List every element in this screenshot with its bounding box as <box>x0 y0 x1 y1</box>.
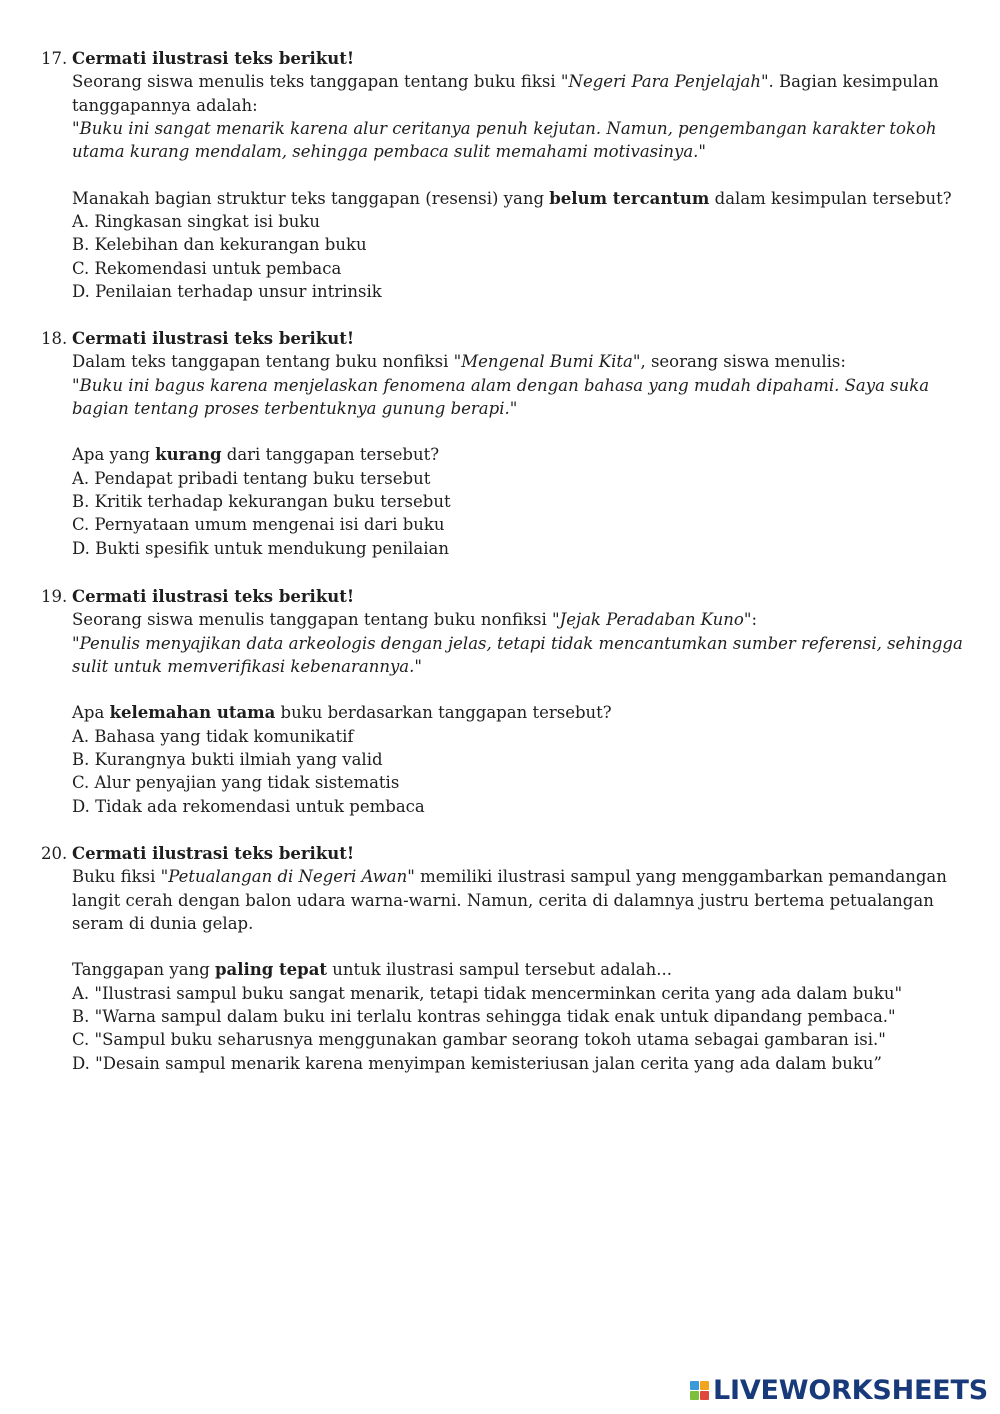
quoted-response: "Buku ini bagus karena menjelaskan fenomena alam dengan bahasa yang mudah dipahami. Saya suka bagian tentang proses terbentuknya gunung berapi." <box>72 375 930 418</box>
question-intro: Seorang siswa menulis tanggapan tentang buku nonfiksi "Jejak Peradaban Kuno": <box>72 610 757 630</box>
answer-option-b[interactable]: B. Kritik terhadap kekurangan buku tersebut <box>72 492 451 512</box>
question-20 <box>41 842 986 1075</box>
book-title: "Mengenal Bumi Kita" <box>453 352 641 372</box>
question-intro: Seorang siswa menulis teks tanggapan tentang buku fiksi "Negeri Para Penjelajah". Bagian kesimpulan tanggapannya adalah: <box>72 72 939 115</box>
answer-option-a[interactable]: A. Pendapat pribadi tentang buku tersebut <box>72 468 431 488</box>
quoted-response: "Buku ini sangat menarik karena alur ceritanya penuh kejutan. Namun, pengembangan karakter tokoh utama kurang mendalam, sehingga pembaca sulit memahami motivasinya." <box>72 118 937 162</box>
answer-option-a[interactable]: A. "Ilustrasi sampul buku sangat menarik, tetapi tidak mencerminkan cerita yang ada dalam buku" <box>72 983 903 1003</box>
logo-text: LIVEWORKSHEETS <box>712 1374 988 1406</box>
question-prompt: Apa kelemahan utama buku berdasarkan tanggapan tersebut? <box>72 703 612 723</box>
question-intro: Buku fiksi "Petualangan di Negeri Awan" memiliki ilustrasi sampul yang menggambarkan pemandangan langit cerah dengan balon udara warna-warni. Namun, cerita di dalamnya justru bertema petualangan seram di dunia gelap. <box>72 867 947 933</box>
answer-option-c[interactable]: C. Rekomendasi untuk pembaca <box>72 258 342 278</box>
answer-option-d[interactable]: D. Bukti spesifik untuk mendukung penilaian <box>72 538 449 558</box>
question-number: 18. <box>41 329 68 348</box>
question-19 <box>41 585 986 818</box>
liveworksheets-icon <box>690 1381 709 1400</box>
answer-option-a[interactable]: A. Ringkasan singkat isi buku <box>72 212 321 232</box>
answer-option-b[interactable]: B. Kurangnya bukti ilmiah yang valid <box>72 750 383 770</box>
question-title: Cermati ilustrasi teks berikut! <box>72 49 355 68</box>
answer-option-b[interactable]: B. "Warna sampul dalam buku ini terlalu kontras sehingga tidak enak untuk dipandang pembaca." <box>72 1007 896 1027</box>
book-title: "Negeri Para Penjelajah" <box>560 72 769 92</box>
question-number: 17. <box>41 49 68 68</box>
question-prompt: Manakah bagian struktur teks tanggapan (resensi) yang belum tercantum dalam kesimpulan tersebut? <box>72 188 952 208</box>
answer-option-d[interactable]: D. Penilaian terhadap unsur intrinsik <box>72 281 382 301</box>
answer-option-b[interactable]: B. Kelebihan dan kekurangan buku <box>72 235 367 255</box>
question-18 <box>41 327 986 560</box>
question-title: Cermati ilustrasi teks berikut! <box>72 587 355 606</box>
liveworksheets-logo[interactable] <box>690 1374 988 1406</box>
question-prompt: Apa yang kurang dari tanggapan tersebut? <box>72 445 440 465</box>
answer-option-c[interactable]: C. "Sampul buku seharusnya menggunakan gambar seorang tokoh utama sebagai gambaran isi." <box>72 1030 886 1050</box>
question-intro: Dalam teks tanggapan tentang buku nonfiksi "Mengenal Bumi Kita", seorang siswa menulis: <box>72 352 846 372</box>
question-prompt: Tanggapan yang paling tepat untuk ilustrasi sampul tersebut adalah... <box>72 960 672 980</box>
question-number: 20. <box>41 844 68 863</box>
book-title: "Jejak Peradaban Kuno" <box>552 610 752 630</box>
answer-option-d[interactable]: D. "Desain sampul menarik karena menyimpan kemisteriusan jalan cerita yang ada dalam buku” <box>72 1053 882 1073</box>
answer-option-d[interactable]: D. Tidak ada rekomendasi untuk pembaca <box>72 796 425 816</box>
answer-option-c[interactable]: C. Pernyataan umum mengenai isi dari buku <box>72 515 445 535</box>
question-title: Cermati ilustrasi teks berikut! <box>72 329 355 348</box>
answer-option-a[interactable]: A. Bahasa yang tidak komunikatif <box>72 726 354 746</box>
question-17 <box>41 47 986 303</box>
question-number: 19. <box>41 587 68 606</box>
question-title: Cermati ilustrasi teks berikut! <box>72 844 355 863</box>
answer-option-c[interactable]: C. Alur penyajian yang tidak sistematis <box>72 773 400 793</box>
quoted-response: "Penulis menyajikan data arkeologis dengan jelas, tetapi tidak mencantumkan sumber referensi, sehingga sulit untuk memverifikasi kebenarannya." <box>72 633 963 676</box>
book-title: "Petualangan di Negeri Awan" <box>160 867 415 887</box>
